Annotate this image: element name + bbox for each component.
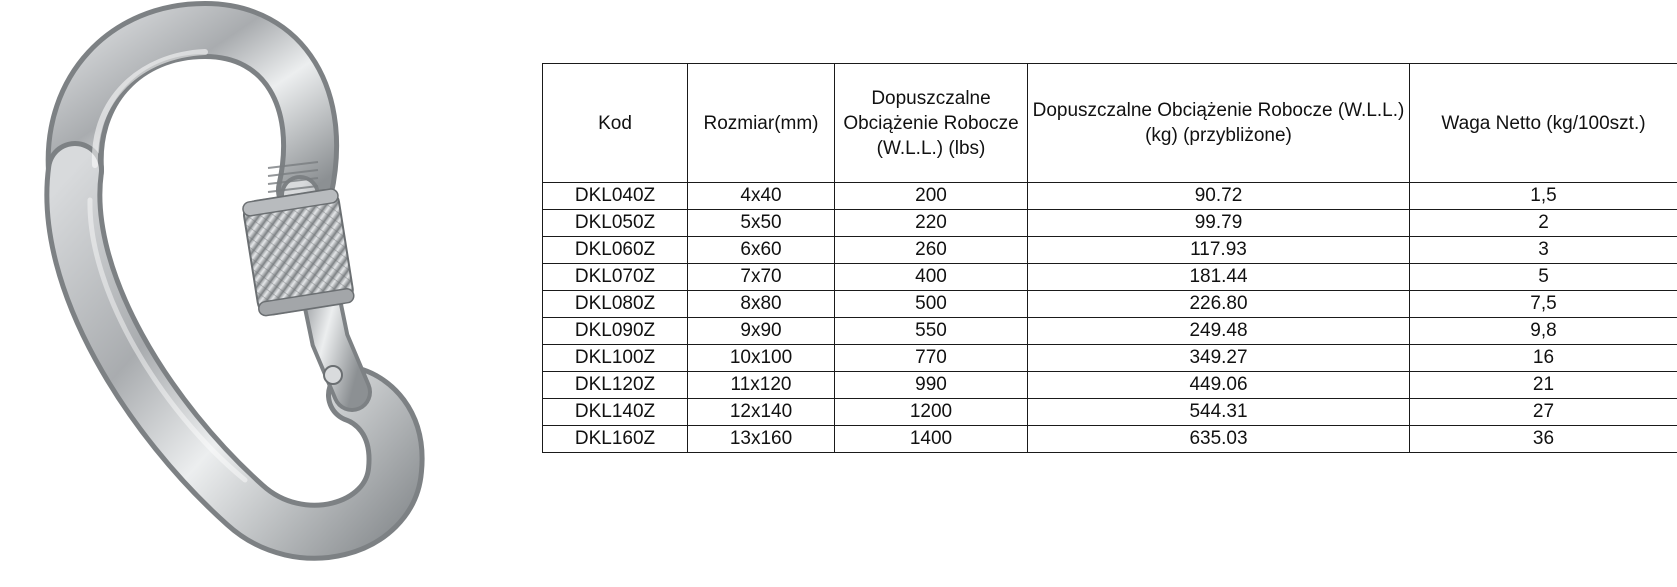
header-wll-kg: Dopuszczalne Obciążenie Robocze (W.L.L.) (kg) (przybliżone) <box>1028 64 1410 183</box>
spec-table <box>542 63 1677 453</box>
cell-code: DKL120Z <box>543 372 688 399</box>
cell-size: 13x160 <box>688 426 835 453</box>
cell-wll-kg: 635.03 <box>1028 426 1410 453</box>
table-row <box>543 210 1677 237</box>
table-row <box>543 318 1677 345</box>
header-net-weight: Waga Netto (kg/100szt.) <box>1410 64 1677 183</box>
cell-code: DKL070Z <box>543 264 688 291</box>
table-row <box>543 291 1677 318</box>
cell-wll-kg: 90.72 <box>1028 183 1410 210</box>
cell-size: 10x100 <box>688 345 835 372</box>
cell-wll-lbs: 990 <box>835 372 1028 399</box>
table-row <box>543 237 1677 264</box>
cell-net-weight: 36 <box>1410 426 1677 453</box>
table-row <box>543 345 1677 372</box>
cell-wll-lbs: 400 <box>835 264 1028 291</box>
cell-wll-kg: 99.79 <box>1028 210 1410 237</box>
table-row <box>543 399 1677 426</box>
cell-wll-lbs: 1400 <box>835 426 1028 453</box>
cell-code: DKL050Z <box>543 210 688 237</box>
cell-net-weight: 5 <box>1410 264 1677 291</box>
cell-wll-lbs: 1200 <box>835 399 1028 426</box>
cell-wll-lbs: 500 <box>835 291 1028 318</box>
cell-wll-kg: 349.27 <box>1028 345 1410 372</box>
cell-wll-kg: 544.31 <box>1028 399 1410 426</box>
cell-code: DKL040Z <box>543 183 688 210</box>
table-row <box>543 183 1677 210</box>
cell-wll-kg: 449.06 <box>1028 372 1410 399</box>
header-code: Kod <box>543 64 688 183</box>
cell-net-weight: 7,5 <box>1410 291 1677 318</box>
carabiner-icon <box>0 0 470 587</box>
cell-code: DKL160Z <box>543 426 688 453</box>
table-header-row <box>543 64 1677 183</box>
cell-code: DKL090Z <box>543 318 688 345</box>
cell-wll-kg: 181.44 <box>1028 264 1410 291</box>
cell-wll-kg: 226.80 <box>1028 291 1410 318</box>
cell-size: 5x50 <box>688 210 835 237</box>
cell-wll-lbs: 550 <box>835 318 1028 345</box>
cell-wll-lbs: 770 <box>835 345 1028 372</box>
cell-size: 12x140 <box>688 399 835 426</box>
table-row <box>543 426 1677 453</box>
cell-wll-kg: 249.48 <box>1028 318 1410 345</box>
cell-net-weight: 3 <box>1410 237 1677 264</box>
cell-size: 6x60 <box>688 237 835 264</box>
cell-code: DKL140Z <box>543 399 688 426</box>
cell-wll-lbs: 220 <box>835 210 1028 237</box>
cell-wll-kg: 117.93 <box>1028 237 1410 264</box>
cell-size: 8x80 <box>688 291 835 318</box>
cell-code: DKL080Z <box>543 291 688 318</box>
cell-code: DKL100Z <box>543 345 688 372</box>
cell-size: 4x40 <box>688 183 835 210</box>
cell-size: 7x70 <box>688 264 835 291</box>
cell-wll-lbs: 260 <box>835 237 1028 264</box>
cell-net-weight: 9,8 <box>1410 318 1677 345</box>
header-size: Rozmiar(mm) <box>688 64 835 183</box>
cell-net-weight: 1,5 <box>1410 183 1677 210</box>
cell-wll-lbs: 200 <box>835 183 1028 210</box>
cell-net-weight: 21 <box>1410 372 1677 399</box>
cell-size: 9x90 <box>688 318 835 345</box>
cell-net-weight: 2 <box>1410 210 1677 237</box>
cell-size: 11x120 <box>688 372 835 399</box>
cell-net-weight: 27 <box>1410 399 1677 426</box>
cell-code: DKL060Z <box>543 237 688 264</box>
cell-net-weight: 16 <box>1410 345 1677 372</box>
table-row <box>543 372 1677 399</box>
table-row <box>543 264 1677 291</box>
header-wll-lbs: Dopuszczalne Obciążenie Robocze (W.L.L.) (lbs) <box>835 64 1028 183</box>
